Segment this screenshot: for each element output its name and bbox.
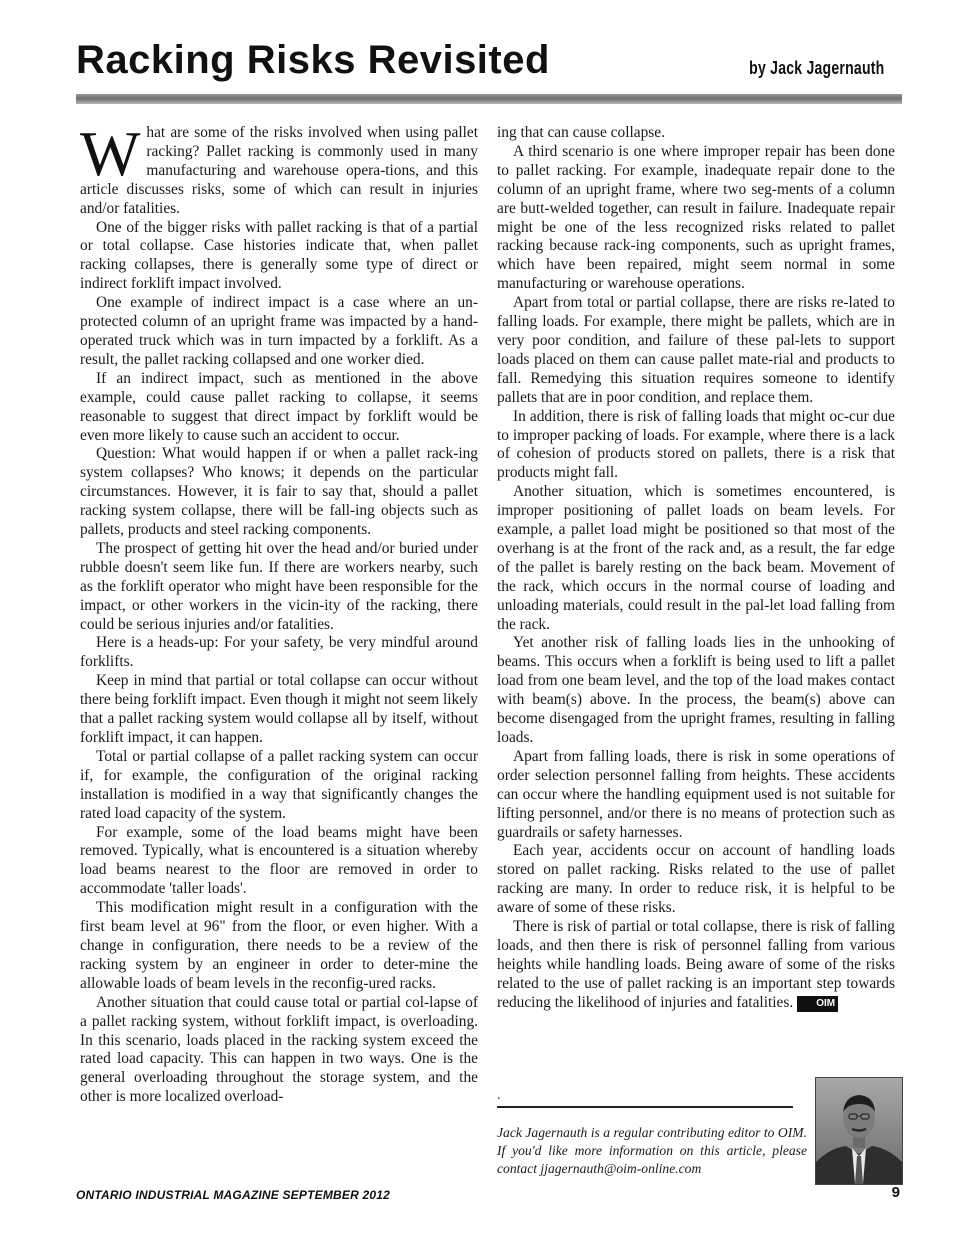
- author-byline: by Jack Jagernauth: [748, 58, 884, 78]
- left-column: [80, 118, 478, 1107]
- bio-divider: [497, 1106, 793, 1108]
- paragraph: This modification might result in a configuration with the first beam level at 96" from the floor, or even higher. With a change in configuration, there needs to be a review of the racking system by an engineer in order to deter-mine the allowable loads of beam levels in the reconfig-ured racks.: [80, 899, 478, 992]
- paragraph: One example of indirect impact is a case where an un-protected column of an upright frame was impacted by a hand-operated truck which was in turn impacted by a forklift. As a result, the pallet racking collapsed and one worker died.: [80, 294, 478, 368]
- separator-dot: .: [497, 1088, 501, 1103]
- paragraph-text: There is risk of partial or total collapse, there is risk of falling loads, and then there is risk of personnel falling from various heights while handling loads. Being aware of some of the risks related to the use of pallet racking is an important step towards reducing the likelihood of injuries and fatalities.: [497, 918, 895, 1011]
- paragraph: Another situation that could cause total or partial col-lapse of a pallet racking system, without forklift impact, is overloading. In this scenario, loads placed in the racking system exceed the rated load capacity. This can happen in two ways. One is the general overloading throughout the storage system, and the other is more localized overload-: [80, 993, 478, 1106]
- paragraph: [80, 118, 478, 219]
- paragraph: One of the bigger risks with pallet racking is that of a partial or total collapse. Case histories indicate that, when pallet racking collapses, there is generally some type of direct or indirect forklift impact involved.: [80, 218, 478, 293]
- footer-publication: ONTARIO INDUSTRIAL MAGAZINE SEPTEMBER 2012: [76, 1188, 390, 1202]
- paragraph: The prospect of getting hit over the head and/or buried under rubble doesn't seem like fun. If there are workers nearby, such as the forklift operator who might have been responsible for the impact, or other workers in the vicin-ity of the racking, there could be serious injuries and/or fatalities.: [80, 539, 478, 633]
- author-photo: [815, 1077, 903, 1185]
- paragraph: Each year, accidents occur on account of handling loads stored on pallet racking. Risks related to the use of pallet racking are many. In order to reduce risk, it is helpful to be aware of some of these risks.: [497, 842, 895, 917]
- paragraph: Yet another risk of falling loads lies in the unhooking of beams. This occurs when a forklift is being used to lift a pallet load from one beam level, and the top of the load makes contact with beam(s) above. In the process, the beam(s) above can become disengaged from the upright frames, resulting in falling loads.: [497, 634, 895, 746]
- paragraph-text: hat are some of the risks involved when using pallet racking? Pallet racking is commonly used in many manufacturing and warehouse opera-tions, and this article discusses risks, some of which can result in injuries and/or fatalities.: [80, 124, 478, 217]
- paragraph: [497, 918, 895, 1013]
- paragraph: A third scenario is one where improper repair has been done to pallet racking. For example, inadequate repair done to the column of an upright frame, where two seg-ments of a column are butt-welded together, can result in failure. Inadequate repair might be one of the less recognized risks related to pallet racking because rack-ing components, such as upright frames, which have been repaired, might seem normal in some manufacturing or warehouse operations.: [497, 142, 895, 293]
- paragraph: Apart from total or partial collapse, there are risks re-lated to falling loads. For example, there might be pallets, which are in very poor condition, and failure of these pal-lets to support loads placed on them can cause pallet mate-rial and products to fall. Remedying this situation requires someone to identify pallets that are in poor condition, and replace them.: [497, 294, 895, 406]
- oim-end-mark: OIM: [797, 996, 838, 1012]
- page-number: 9: [891, 1184, 900, 1201]
- paragraph: For example, some of the load beams might have been removed. Typically, what is encountered is a situation whereby load beams nearest to the floor are removed in order to accommodate 'taller loads'.: [80, 823, 478, 898]
- drop-cap: W: [80, 118, 141, 189]
- author-photo-image: [816, 1078, 902, 1184]
- paragraph: ing that can cause collapse.: [497, 124, 665, 141]
- paragraph: Total or partial collapse of a pallet racking system can occur if, for example, the configuration of the original racking installation is modified in a way that significantly changes the rated load capacity of the system.: [80, 747, 478, 822]
- paragraph: Another situation, which is sometimes encountered, is improper positioning of pallet loads on beam levels. For example, a pallet load might be positioned so that most of the overhang is at the front of the rack and, as a result, the far edge of the pallet is barely resting on the back beam. Movement of the rack, which occurs in the normal course of loading and unloading materials, could result in the pal-let load falling from the rack.: [497, 483, 895, 633]
- paragraph: Keep in mind that partial or total collapse can occur without there being forklift impact. Even though it might not seem likely that a pallet racking system would collapse all by itself, without forklift impact, it can happen.: [80, 672, 478, 746]
- paragraph: If an indirect impact, such as mentioned in the above example, could cause pallet racking to collapse, it seems reasonable to suggest that direct impact by forklift would be even more likely to cause such an accident to occur.: [80, 369, 478, 444]
- article-title: Racking Risks Revisited: [76, 38, 550, 82]
- paragraph: In addition, there is risk of falling loads that might oc-cur due to improper packing of loads. For example, where there is a lack of cohesion of products stored on pallets, there is a risk that products might fall.: [497, 407, 895, 482]
- paragraph: Here is a heads-up: For your safety, be very mindful around forklifts.: [80, 634, 478, 671]
- author-bio: Jack Jagernauth is a regular contributing editor to OIM. If you'd like more information on this article, please contact jjagernauth@oim-online.com: [497, 1125, 807, 1176]
- paragraph: Apart from falling loads, there is risk in some operations of order selection personnel falling from heights. These accidents can occur where the handling equipment used is not suitable for lifting personnel, and/or there is no means of protection such as guardrails or safety harnesses.: [497, 747, 895, 841]
- paragraph: Question: What would happen if or when a pallet rack-ing system collapses? Who knows; it depends on the particular circumstances. However, it is fair to say that, should a pallet racking system collapse, there will be fall-ing objects such as pallets, products and steel racking components.: [80, 445, 478, 539]
- title-divider: [76, 94, 902, 104]
- right-column: [497, 124, 895, 1013]
